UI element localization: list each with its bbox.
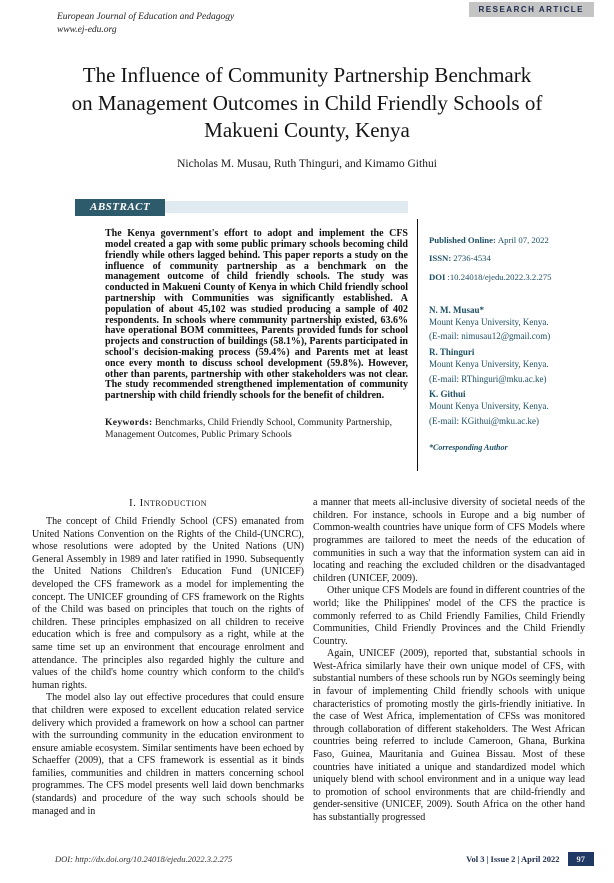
corresponding-author-note: *Corresponding Author — [429, 443, 508, 453]
page-number-badge: 97 — [568, 852, 595, 866]
author-name: R. Thinguri — [429, 347, 475, 358]
journal-header — [57, 11, 234, 37]
author-affiliation: Mount Kenya University, Kenya. — [429, 400, 549, 411]
abstract-header-strip — [165, 201, 408, 213]
author-email: (E-mail: KGithui@mku.ac.ke) — [429, 415, 540, 426]
abstract-label: ABSTRACT — [75, 199, 165, 216]
keywords-label: Keywords: — [105, 416, 153, 428]
published-online-value: April 07, 2022 — [497, 235, 549, 246]
abstract-column — [75, 199, 408, 471]
body-paragraph: a manner that meets all-inclusive diversity of societal needs of the children. For instance, schools in Europe and a big number of Common-wealth countries have unique form of CFS Models where programmes are tailored to meet the needs of the education of communities in such a way that the information system can aid in locating and reaching the excluded children or the disadvantaged children (UNICEF, 2009). — [313, 497, 585, 584]
sidebar-author-list — [429, 305, 594, 427]
author-affiliation: Mount Kenya University, Kenya. — [429, 316, 549, 327]
author-affiliation: Mount Kenya University, Kenya. — [429, 358, 549, 369]
article-info-sidebar — [418, 199, 594, 471]
author-email: (E-mail: nimusau12@gmail.com) — [429, 331, 551, 342]
page-footer — [55, 852, 594, 866]
body-paragraph: Again, UNICEF (2009), reported that, substantial schools in West-Africa similarly have their own unique model of CFS, with substantial numbers of these schools run by NGOs seemingly being in favour of implementing Child friendly schools with unique characteristics of promoting mostly the girls-friendly initiative. In the case of West Africa, implementation of CFSs was monitored through collaboration of different stakeholders. The West African countries being referred to include Cameroon, Ghana, Burkina Faso, Guinea, Mauritania and Guinea Bissau. Most of these countries have initiated a unique and standardized model which uniquely blend with school environment and in a unique way lead to promotion of school environments that are child-friendly and gender-sensitive (UNICEF, 2009). South Africa on the other hand has substantially progressed — [313, 648, 585, 823]
abstract-section — [75, 199, 594, 471]
body-paragraph: The concept of Child Friendly School (CFS) emanated from United Nations Convention on the Rights of the Child-(UNCRC), whose resolutions were adopted by the United Nations (UN) General Assembly in 1989 and later ratified in 1990. Subsequently the United Nations Children's Education Fund (UNICEF) developed the CFS framework as a model for implementing the concept. The UNICEF grounding of CFS framework on the Rights of the Child was based on principles that touch on the rights of children. These principles emphasized on all children to receive education which is free and compulsory as a right, while at the same time set up an environment that encourage enrolment and attendance. The principles also regarded highly the culture and values of the child's home country which conform to the child's human rights. — [32, 516, 304, 691]
paper-title-line-1: The Influence of Community Partnership Benchmark — [82, 63, 532, 87]
issn — [429, 253, 594, 264]
author-email: (E-mail: RThinguri@mku.ac.ke) — [429, 373, 547, 384]
sidebar-author — [429, 347, 594, 385]
abstract-header — [75, 199, 408, 216]
paper-title-line-3: Makueni County, Kenya — [204, 118, 410, 143]
doi-value: :10.24018/ejedu.2022.3.2.275 — [447, 271, 552, 282]
keywords-line — [105, 417, 408, 441]
right-column — [313, 497, 585, 824]
issn-label: ISSN: — [429, 253, 452, 264]
footer-issue-info — [466, 852, 594, 866]
doi — [429, 272, 594, 283]
published-online-label: Published Online: — [429, 235, 496, 246]
footer-volume-issue: Vol 3 | Issue 2 | April 2022 — [466, 854, 560, 864]
author-name: K. Githui — [429, 389, 466, 400]
journal-url: www.ej-edu.org — [57, 24, 117, 35]
abstract-text: The Kenya government's effort to adopt and implement the CFS model created a gap with some public primary schools becoming child friendly while others lagged behind. This paper reports a study on the influence of community partnership as a benchmark on the management outcome of child friendly schools. The study was conducted in Makueni County of Kenya in which Child friendly school partnership with Communities was significantly established. A population of about 45,102 was studied producing a sample of 402 respondents. In schools where community partnership existed, 63.6% have operational BOM committees, Parents provided funds for school projects and construction of buildings (58.1%), Parents participated in school's decision-making process (59.4%) and Parents met at least once every month to discuss school development (59.8%). However, other than parents, partnership with other stakeholders was not clear. The study recommended strengthened implementation of community partnership with child friendly schools for the benefit of children. — [105, 228, 408, 402]
author-names: Nicholas M. Musau, Ruth Thinguri, and Kimamo Githui — [177, 158, 437, 171]
published-online — [429, 235, 594, 246]
sidebar-author — [429, 389, 594, 427]
sidebar-author — [429, 305, 594, 343]
keywords-list: Benchmarks, Child Friendly School, Community Partnership, Management Outcomes, Public Primary Schools — [105, 416, 393, 440]
body-text — [32, 497, 585, 824]
doi-label: DOI — [429, 271, 446, 282]
body-paragraph: Other unique CFS Models are found in different countries of the world; like the Philippines' model of the CFS the practice is commonly referred to as Child Friendly Families, Child Friendly Communities, Child Friendly Provinces and the Child Friendly Country. — [313, 585, 585, 647]
section-heading-introduction: I. Introduction — [128, 497, 208, 510]
body-paragraph: The model also lay out effective procedures that could ensure that children were exposed to excellent education related service delivery which provided a framework on how a school can partner with the surrounding community in the education environment to ensure amiable ecosystem. Similar sentiments have been echoed by Schaeffer (2009), that a CFS framework is essential as it binds families, communities and children in matters concerning school programmes. The CFS model presents well laid down benchmarks (standards) and procedure of the way such schools should be managed and in — [32, 692, 304, 817]
issn-value: 2736-4534 — [453, 253, 491, 264]
research-article-badge: RESEARCH ARTICLE — [469, 2, 594, 17]
journal-name: European Journal of Education and Pedagogy — [57, 12, 235, 22]
footer-doi: DOI: http://dx.doi.org/10.24018/ejedu.2022.3.2.275 — [55, 854, 233, 864]
paper-title-line-2: on Management Outcomes in Child Friendly Schools of — [71, 90, 543, 115]
author-name: N. M. Musau* — [429, 305, 485, 316]
left-column — [32, 497, 304, 824]
